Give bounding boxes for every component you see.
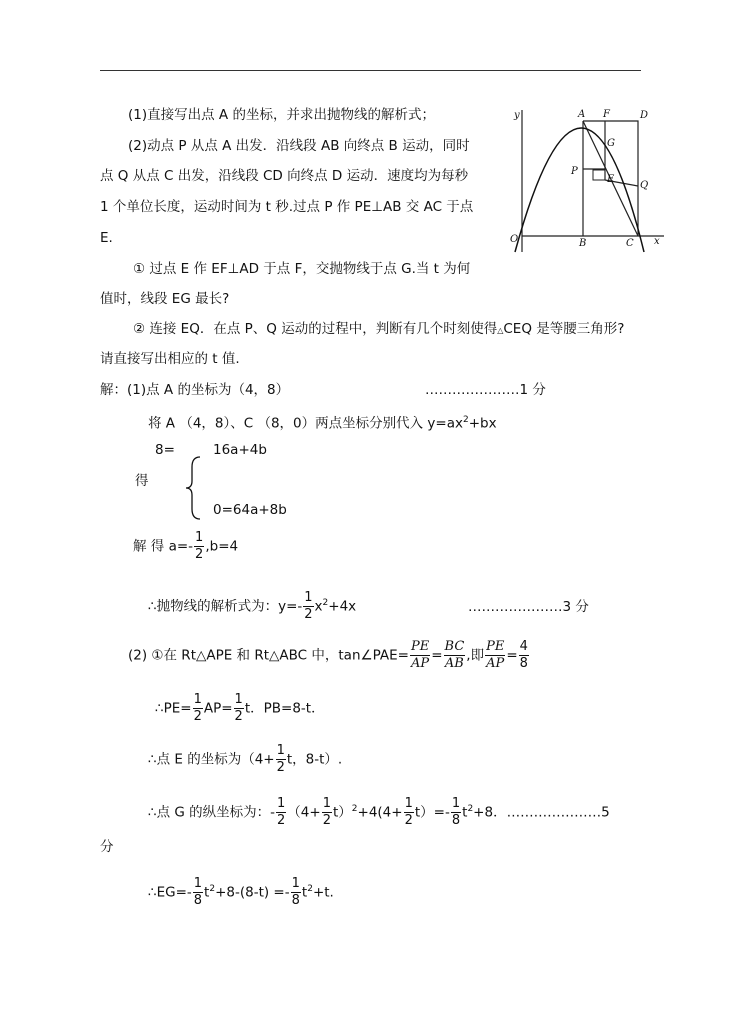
parabola-equation: ∴抛物线的解析式为：y=- $\frac{1}{2}$ $x^2+4x$: [148, 590, 357, 622]
label-q: Q: [640, 180, 649, 191]
subquestion-2-line-2: 请直接写出相应的 t 值.: [100, 351, 240, 367]
label-e: E: [607, 174, 615, 185]
e-coordinate-line: ∴点 E 的坐标为（4+ $\frac{1}{2}$ t，8-t）.: [148, 743, 343, 775]
score-3: …………………3 分: [468, 599, 589, 615]
question-2-line-3: 1 个单位长度，运动时间为 t 秒.过点 P 作 PE⊥AB 交 AC 于点: [100, 199, 474, 215]
question-2-line-1: (2)动点 P 从点 A 出发．沿线段 AB 向终点 B 运动，同时: [128, 138, 470, 154]
score-1: …………………1 分: [425, 382, 546, 398]
equation-2: 0=64a+8b: [213, 502, 287, 518]
label-f: F: [603, 109, 610, 120]
part-2-tan-line: (2) ①在 Rt△APE 和 Rt△ABC 中，tan∠PAE= $\frac{PE}{AP}$ = $\frac{BC}{AB}$ ,即 $\frac{PE}{AP}$ = $\frac{4}{8}$: [128, 639, 528, 671]
question-2-line-4: E.: [100, 230, 113, 246]
equation-1-rhs: 16a+4b: [213, 442, 267, 458]
label-o: O: [510, 234, 519, 245]
subquestion-1-line-1: ① 过点 E 作 EF⊥AD 于点 F，交抛物线于点 G.当 t 为何: [133, 261, 471, 277]
label-y: y: [514, 110, 520, 121]
question-1: (1)直接写出点 A 的坐标，并求出抛物线的解析式；: [128, 107, 435, 123]
label-b: B: [579, 238, 587, 249]
label-d: D: [640, 110, 649, 121]
parabola-curve: [515, 128, 644, 252]
right-angle-mark: [593, 170, 605, 180]
subquestion-1-line-2: 值时，线段 EG 最长?: [100, 291, 230, 307]
subquestion-2-line-1: ② 连接 EQ．在点 P、Q 运动的过程中，判断有几个时刻使得△CEQ 是等腰三角形?: [133, 321, 625, 337]
g-ordinate-line: ∴点 G 的纵坐标为：- $\frac{1}{2}$ （4+ $\frac{1}{2}$ t）$^2$+4(4+ $\frac{1}{2}$ t）=- $\frac{1}{8}$ $t^2+8$．…………………5: [148, 796, 610, 828]
eg-line: ∴EG=- $\frac{1}{8}$ $t^2+8-(8-t)$ =- $\frac{1}{8}$ $t^2+t$.: [148, 876, 334, 908]
substitution-line: 将 A （4，8）、C （8，0）两点坐标分别代入 $y=ax^2+bx$: [148, 415, 497, 432]
solve-line: 解 得 a=- $\frac{1}{2}$ ,b=4: [133, 530, 239, 562]
label-x: x: [654, 236, 660, 247]
label-a: A: [578, 109, 586, 120]
parabola-figure: [508, 104, 672, 254]
pe-line: ∴PE= $\frac{1}{2}$ AP= $\frac{1}{2}$ t．PB=8-t．: [155, 692, 325, 724]
question-2-line-2: 点 Q 从点 C 出发，沿线段 CD 向终点 D 运动．速度均为每秒: [100, 168, 469, 184]
header-rule: [100, 70, 641, 71]
label-c: C: [626, 238, 634, 249]
label-p: P: [571, 166, 578, 177]
score-5-unit: 分: [100, 839, 114, 855]
equation-1-lhs: 8=: [155, 442, 175, 458]
label-g: G: [607, 138, 615, 149]
de-label: 得: [135, 473, 149, 489]
solution-intro: 解：(1)点 A 的坐标为（4，8）: [100, 382, 290, 398]
brace-icon: [182, 455, 204, 521]
